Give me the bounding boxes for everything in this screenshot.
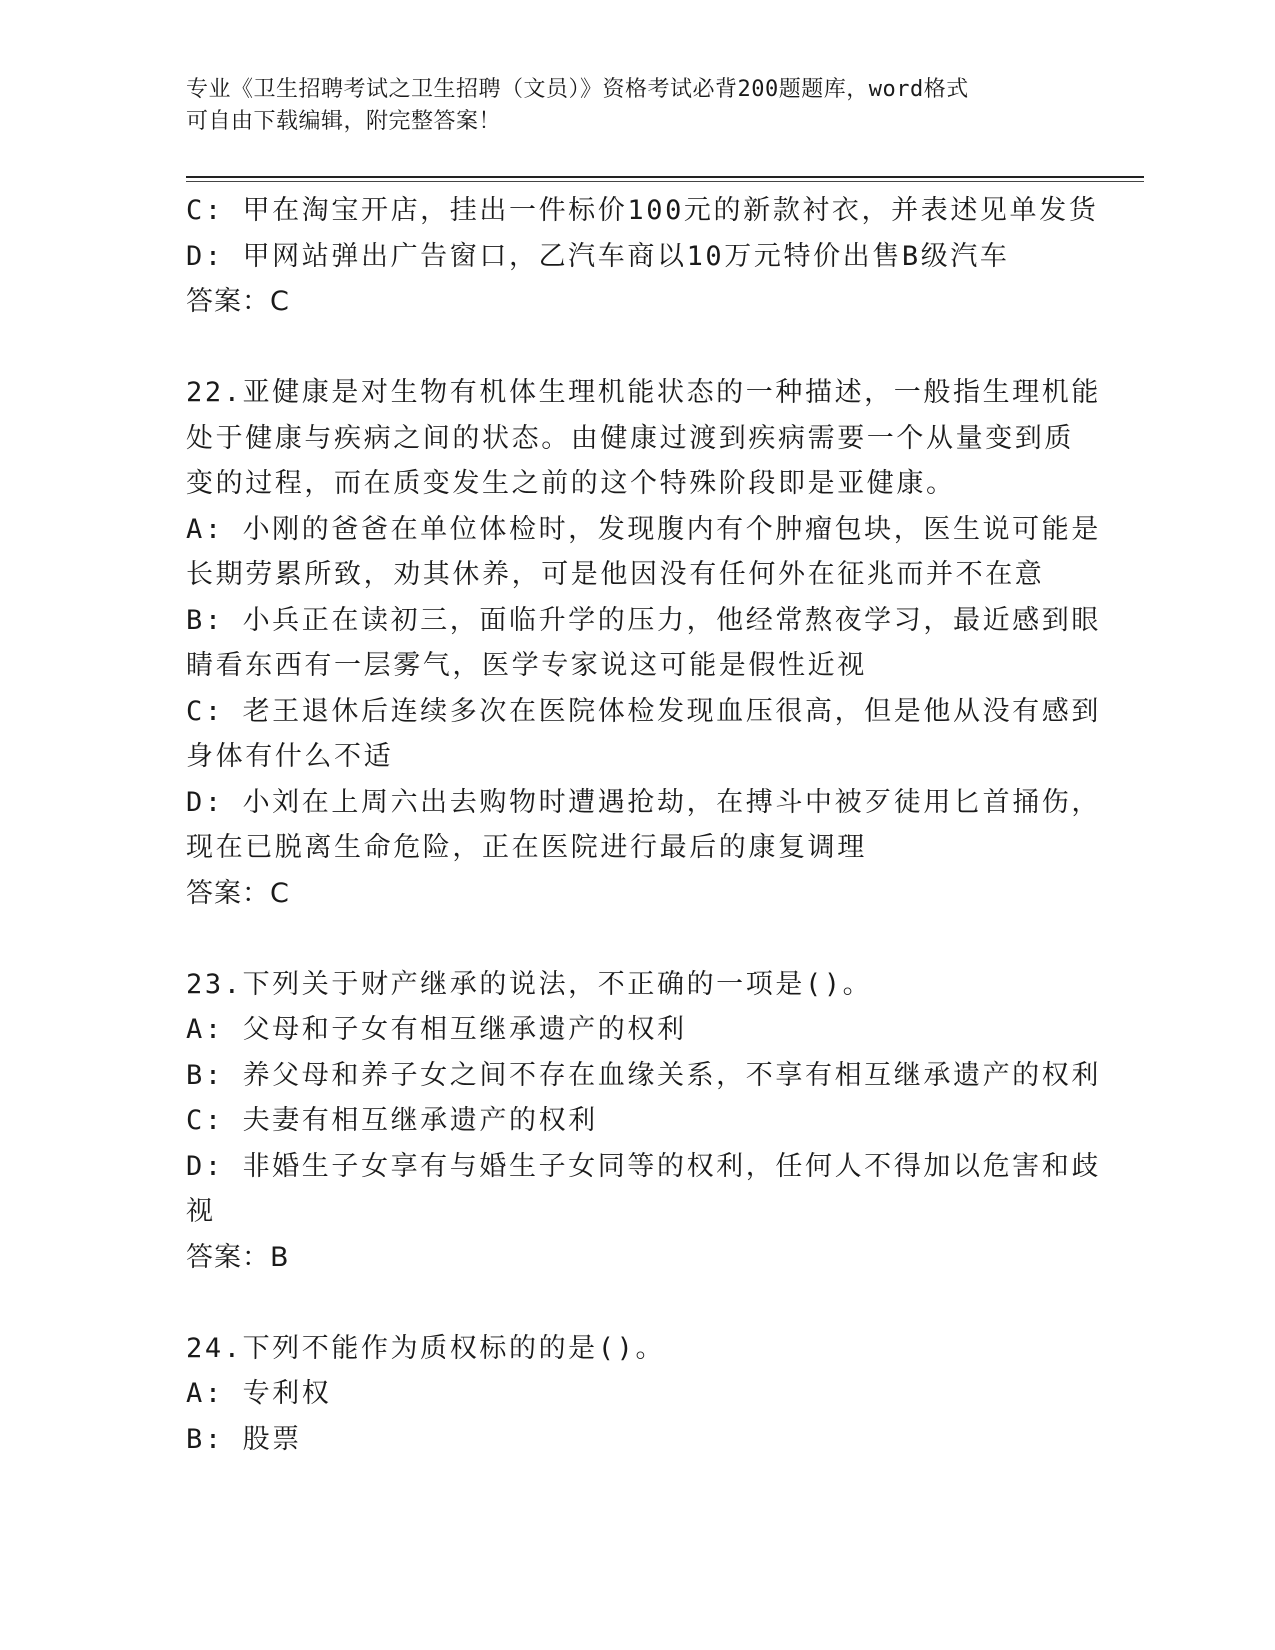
question-23 bbox=[186, 962, 1101, 1281]
spacer bbox=[186, 916, 1066, 962]
question-21-continued bbox=[186, 188, 1099, 325]
option-a: 长期劳累所致，劝其休养，可是他因没有任何外在征兆而并不在意 bbox=[186, 559, 1045, 590]
question-stem: 22.亚健康是对生物有机体生理机能状态的一种描述，一般指生理机能 bbox=[186, 377, 1101, 408]
option-b: B: 养父母和养子女之间不存在血缘关系，不享有相互继承遗产的权利 bbox=[186, 1059, 1101, 1091]
question-stem: 24.下列不能作为质权标的的是()。 bbox=[186, 1332, 666, 1364]
option-c: C: 夫妻有相互继承遗产的权利 bbox=[186, 1105, 598, 1136]
option-a: A: 专利权 bbox=[186, 1378, 332, 1409]
option-c: C: 甲在淘宝开店，挂出一件标价100元的新款衬衣，并表述见单发货 bbox=[186, 195, 1099, 226]
header-divider-thin bbox=[186, 181, 1144, 182]
answer-line: 答案：C bbox=[186, 877, 290, 909]
question-22 bbox=[186, 370, 1101, 916]
option-d: 视 bbox=[186, 1196, 216, 1227]
option-b: B: 股票 bbox=[186, 1423, 302, 1455]
page-header bbox=[186, 74, 1066, 138]
answer-line: 答案：B bbox=[186, 1241, 290, 1273]
header-title-line-2: 可自由下载编辑，附完整答案！ bbox=[186, 109, 502, 134]
option-c: C: 老王退休后连续多次在医院体检发现血压很高，但是他从没有感到 bbox=[186, 695, 1101, 727]
option-d: D: 非婚生子女享有与婚生子女同等的权利，任何人不得加以危害和歧 bbox=[186, 1150, 1101, 1182]
question-24 bbox=[186, 1326, 1066, 1463]
answer-line: 答案：C bbox=[186, 286, 290, 317]
spacer bbox=[186, 325, 1066, 371]
option-a: A: 父母和子女有相互继承遗产的权利 bbox=[186, 1014, 687, 1045]
option-d: D: 小刘在上周六出去购物时遭遇抢劫，在搏斗中被歹徒用匕首捅伤， bbox=[186, 786, 1101, 818]
option-d: D: 甲网站弹出广告窗口，乙汽车商以10万元特价出售B级汽车 bbox=[186, 240, 1010, 272]
option-a: A: 小刚的爸爸在单位体检时，发现腹内有个肿瘤包块，医生说可能是 bbox=[186, 513, 1101, 545]
option-b: B: 小兵正在读初三，面临升学的压力，他经常熬夜学习，最近感到眼 bbox=[186, 604, 1101, 636]
question-stem: 变的过程，而在质变发生之前的这个特殊阶段即是亚健康。 bbox=[186, 468, 956, 499]
spacer bbox=[186, 1280, 1066, 1326]
header-title-line-1: 专业《卫生招聘考试之卫生招聘（文员）》资格考试必背200题题库，word格式 bbox=[186, 77, 969, 102]
question-stem: 23.下列关于财产继承的说法，不正确的一项是()。 bbox=[186, 968, 873, 1000]
option-c: 身体有什么不适 bbox=[186, 741, 394, 772]
option-b: 睛看东西有一层雾气，医学专家说这可能是假性近视 bbox=[186, 650, 867, 681]
header-divider-thick bbox=[186, 176, 1144, 178]
document-body bbox=[186, 188, 1101, 1462]
question-stem: 处于健康与疾病之间的状态。由健康过渡到疾病需要一个从量变到质 bbox=[186, 422, 1074, 454]
option-d: 现在已脱离生命危险，正在医院进行最后的康复调理 bbox=[186, 832, 867, 863]
